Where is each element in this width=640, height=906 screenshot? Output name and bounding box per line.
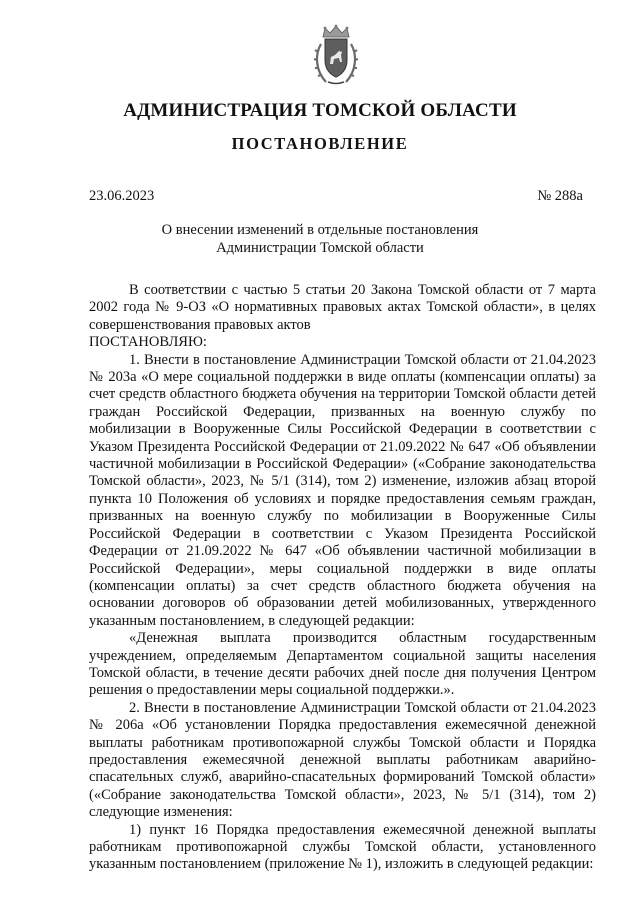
organization-title: АДМИНИСТРАЦИЯ ТОМСКОЙ ОБЛАСТИ (123, 100, 517, 121)
subject-line: Администрации Томской области (216, 240, 424, 256)
body-paragraph: 1) пункт 16 Порядка предоставления ежемесячной денежной выплаты работникам противопожарной службы Томской области, установленного указанным постановлением (приложение № 1), изложить в следующей редакции: (89, 821, 596, 873)
document-subject (0, 221, 640, 257)
document-body (89, 282, 596, 874)
document-type: ПОСТАНОВЛЕНИЕ (231, 134, 409, 153)
document-number: № 288а (537, 188, 583, 204)
resolve-heading: ПОСТАНОВЛЯЮ: (89, 334, 207, 351)
body-paragraph: «Денежная выплата производится областным государственным учреждением, определяемым Департаментом социальной защиты населения Томской области, в течение десяти рабочих дней после дня получения Центром решения о предоставлении меры социальной поддержки.». (89, 630, 596, 699)
body-paragraph: 2. Внести в постановление Администрации Томской области от 21.04.2023 № 206а «Об установлении Порядка предоставления ежемесячной денежной выплаты работникам противопожарной службы Томской области и Порядка предоставления ежемесячной денежной выплаты работникам аварийно-спасательных служб, аварийно-спасательных формирований Томской области» («Собрание законодательства Томской области», 2023, № 5/1 (314), том 2) следующие изменения: (89, 699, 596, 821)
coat-of-arms-icon (312, 24, 360, 88)
body-paragraph: 1. Внести в постановление Администрации Томской области от 21.04.2023 № 203а «О мере социальной поддержки в виде оплаты (компенсации оплаты) за счет средств областного бюджета обучения на территории Томской области детей граждан Российской Федерации, призванных на военную службу по мобилизации в Вооруженные Силы Российской Федерации в соответствии с Указом Президента Российской Федерации от 21.09.2022 № 647 «Об объявлении частичной мобилизации в Российской Федерации» («Собрание законодательства Томской области», 2023, № 5/1 (314), том 2) изменение, изложив абзац второй пункта 10 Положения об условиях и порядке предоставления семьям граждан, призванных на военную службу по мобилизации в Вооруженные Силы Российской Федерации в соответствии с Указом Президента Российской Федерации от 21.09.2022 № 647 «Об объявлении частичной мобилизации в Российской Федерации», меры социальной поддержки в виде оплаты (компенсации оплаты) за счет средств областного бюджета обучения на основании договоров об образовании детей мобилизованных, утвержденного указанным постановлением, в следующей редакции: (89, 351, 596, 629)
subject-line: О внесении изменений в отдельные постановления (161, 222, 479, 238)
preamble-paragraph: В соответствии с частью 5 статьи 20 Закона Томской области от 7 марта 2002 года № 9-ОЗ «О нормативных правовых актах Томской области», в целях совершенствования правовых актов (89, 282, 596, 333)
document-date: 23.06.2023 (89, 188, 155, 204)
